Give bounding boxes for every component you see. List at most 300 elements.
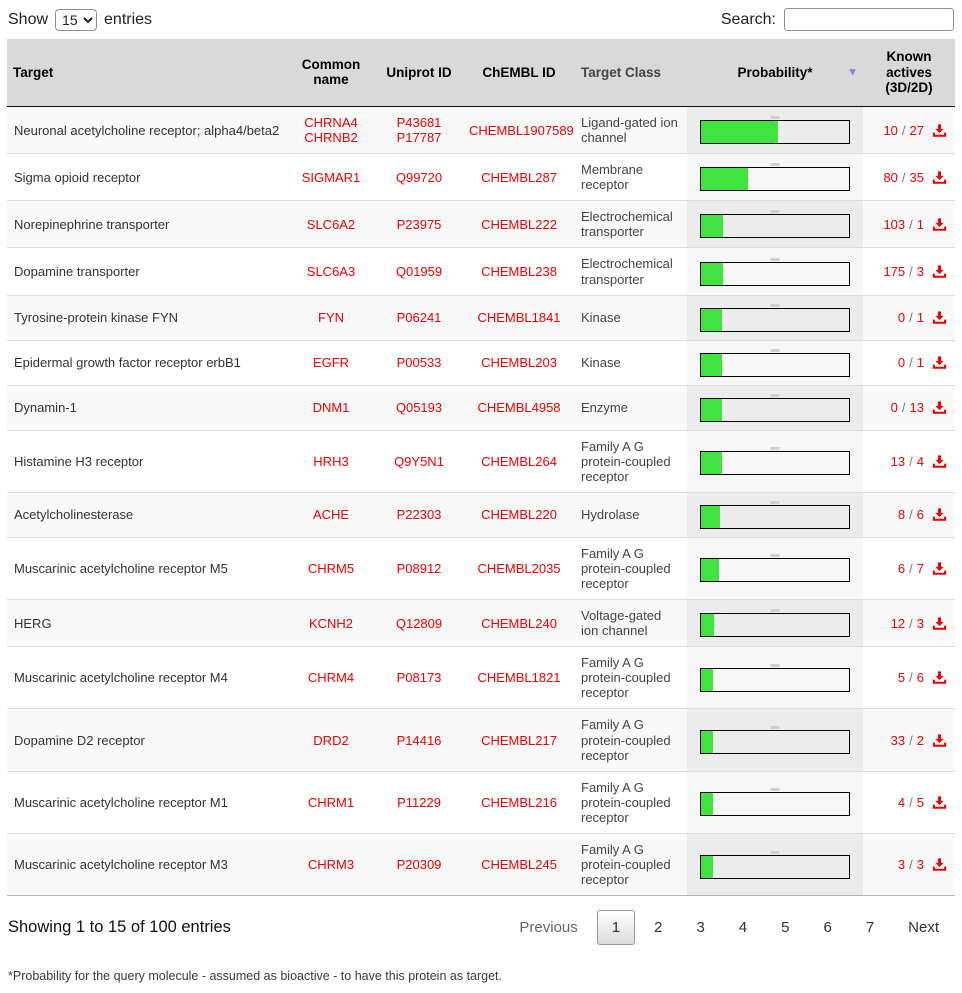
- probability-bar: [700, 353, 850, 377]
- probability-bar: [700, 613, 850, 637]
- known-actives-3d: 0: [897, 355, 906, 371]
- known-actives-3d: 103: [883, 216, 906, 232]
- column-header-chembl-id[interactable]: [463, 39, 575, 106]
- table-row: [7, 201, 955, 248]
- probability-cell: [687, 340, 863, 385]
- column-header-target[interactable]: [7, 39, 287, 106]
- known-actives-value: [869, 310, 949, 325]
- uniprot-id-cell: [375, 647, 463, 709]
- target-class-cell: Family A G protein-coupled receptor: [575, 771, 687, 833]
- chembl-link[interactable]: CHEMBL245: [481, 857, 557, 872]
- download-icon[interactable]: [932, 264, 947, 279]
- uniprot-link[interactable]: Q9Y5N1: [394, 453, 444, 469]
- common-name-link[interactable]: ACHE: [312, 507, 350, 523]
- probability-bar-fill: [701, 121, 778, 143]
- table-row: [7, 600, 955, 647]
- uniprot-id-cell: [375, 340, 463, 385]
- known-actives-2d: 27: [909, 122, 924, 138]
- known-actives-cell: [863, 340, 955, 385]
- chembl-id-cell: [463, 154, 575, 201]
- uniprot-id-cell: [375, 709, 463, 771]
- known-actives-3d: 80: [883, 169, 898, 185]
- probability-bar-track: [700, 451, 850, 475]
- uniprot-id-cell: [375, 537, 463, 599]
- chembl-id-cell: [463, 295, 575, 340]
- download-icon[interactable]: [932, 310, 947, 325]
- pagination: [500, 910, 954, 945]
- probability-bar-track: [700, 214, 850, 238]
- target-cell: Histamine H3 receptor: [7, 430, 287, 492]
- probability-bar: [700, 855, 850, 879]
- known-actives-2d: 35: [909, 169, 924, 185]
- uniprot-link[interactable]: P17787: [396, 130, 442, 146]
- known-actives-value: [869, 616, 949, 631]
- target-class-cell: Ligand-gated ion channel: [575, 106, 687, 153]
- table-row: [7, 833, 955, 895]
- chembl-id-cell: [463, 385, 575, 430]
- bar-midpoint-tick: [771, 554, 780, 557]
- target-class-cell: Family A G protein-coupled receptor: [575, 537, 687, 599]
- chembl-id-cell: [463, 248, 575, 295]
- chembl-id-cell: [463, 201, 575, 248]
- probability-bar-track: [700, 353, 850, 377]
- common-name-cell: [287, 537, 375, 599]
- download-icon[interactable]: [932, 355, 947, 370]
- probability-bar: [700, 262, 850, 286]
- download-icon[interactable]: [932, 217, 947, 232]
- target-class-cell: Electrochemical transporter: [575, 201, 687, 248]
- download-icon[interactable]: [932, 733, 947, 748]
- known-actives-separator: /: [909, 560, 913, 576]
- known-actives-separator: /: [901, 122, 906, 138]
- known-actives-value: [869, 264, 949, 279]
- probability-bar-track: [700, 262, 850, 286]
- known-actives-3d: 3: [897, 857, 906, 872]
- download-icon[interactable]: [932, 857, 947, 872]
- chembl-id-cell: [463, 537, 575, 599]
- target-class-cell: Hydrolase: [575, 492, 687, 537]
- common-name-link[interactable]: CHRNB2: [304, 130, 358, 146]
- known-actives-separator: /: [909, 857, 913, 872]
- known-actives-value: [869, 507, 949, 522]
- known-actives-2d: 6: [916, 670, 924, 686]
- chembl-id-cell: [463, 430, 575, 492]
- probability-bar-track: [700, 558, 850, 582]
- table-row: [7, 537, 955, 599]
- known-actives-value: [869, 400, 949, 415]
- table-row: [7, 385, 955, 430]
- known-actives-separator: /: [909, 732, 913, 748]
- table-row: [7, 492, 955, 537]
- probability-bar-fill: [701, 856, 713, 878]
- known-actives-separator: /: [901, 400, 906, 416]
- download-icon-glyph: [932, 310, 947, 325]
- uniprot-link[interactable]: P06241: [396, 310, 442, 326]
- common-name-link[interactable]: SLC6A2: [306, 216, 356, 232]
- probability-bar-fill: [701, 309, 722, 331]
- pagination-page-6[interactable]: 6: [823, 919, 832, 937]
- entries-label: entries: [104, 10, 153, 28]
- probability-bar-track: [700, 668, 850, 692]
- column-header-label: ChEMBL ID: [482, 64, 556, 80]
- common-name-link[interactable]: FYN: [318, 310, 344, 326]
- known-actives-3d: 175: [883, 263, 906, 279]
- probability-bar-track: [700, 613, 850, 637]
- chembl-link[interactable]: CHEMBL216: [481, 794, 557, 810]
- common-name-link[interactable]: DRD2: [313, 732, 349, 748]
- common-name-cell: [287, 154, 375, 201]
- probability-bar: [700, 505, 850, 529]
- common-name-cell: [287, 771, 375, 833]
- chembl-id-cell: [463, 600, 575, 647]
- known-actives-3d: 13: [890, 453, 906, 469]
- uniprot-link[interactable]: Q05193: [395, 400, 443, 416]
- column-header-common-name[interactable]: [287, 39, 375, 106]
- known-actives-cell: [863, 709, 955, 771]
- known-actives-value: [869, 670, 949, 685]
- known-actives-cell: [863, 295, 955, 340]
- known-actives-cell: [863, 430, 955, 492]
- common-name-link[interactable]: HRH3: [313, 453, 349, 469]
- pagination-next-button[interactable]: Next: [908, 919, 939, 937]
- known-actives-separator: /: [909, 670, 913, 686]
- uniprot-link[interactable]: Q01959: [395, 263, 443, 279]
- target-cell: Tyrosine-protein kinase FYN: [7, 295, 287, 340]
- known-actives-cell: [863, 771, 955, 833]
- chembl-link[interactable]: CHEMBL222: [481, 216, 557, 232]
- bar-midpoint-tick: [771, 163, 780, 166]
- target-class-cell: Family A G protein-coupled receptor: [575, 430, 687, 492]
- probability-cell: [687, 106, 863, 153]
- uniprot-link[interactable]: P22303: [396, 507, 442, 523]
- known-actives-cell: [863, 492, 955, 537]
- probability-bar-fill: [701, 669, 713, 691]
- uniprot-link[interactable]: Q12809: [395, 615, 443, 631]
- known-actives-3d: 33: [890, 732, 906, 748]
- download-icon[interactable]: [932, 170, 947, 185]
- search-label: Search:: [720, 10, 776, 28]
- download-icon[interactable]: [932, 561, 947, 576]
- table-row: [7, 647, 955, 709]
- download-icon-glyph: [932, 507, 947, 522]
- download-icon[interactable]: [932, 123, 947, 138]
- common-name-link[interactable]: KCNH2: [308, 615, 354, 631]
- common-name-cell: [287, 295, 375, 340]
- known-actives-2d: 3: [916, 857, 924, 872]
- known-actives-2d: 7: [916, 560, 924, 576]
- download-icon-glyph: [932, 857, 947, 872]
- target-cell: Muscarinic acetylcholine receptor M1: [7, 771, 287, 833]
- known-actives-2d: 6: [916, 507, 924, 523]
- chembl-id-cell: [463, 833, 575, 895]
- uniprot-id-cell: [375, 248, 463, 295]
- known-actives-3d: 4: [897, 794, 906, 810]
- known-actives-3d: 0: [897, 310, 906, 326]
- probability-bar-track: [700, 730, 850, 754]
- probability-bar-fill: [701, 452, 722, 474]
- chembl-id-cell: [463, 106, 575, 153]
- search-control: [721, 8, 954, 31]
- probability-cell: [687, 295, 863, 340]
- probability-bar-track: [700, 855, 850, 879]
- known-actives-3d: 0: [890, 400, 898, 416]
- target-cell: HERG: [7, 600, 287, 647]
- target-class-cell: Family A G protein-coupled receptor: [575, 709, 687, 771]
- uniprot-id-cell: [375, 771, 463, 833]
- chembl-link[interactable]: CHEMBL1907589: [469, 122, 574, 138]
- chembl-link[interactable]: CHEMBL2035: [477, 560, 561, 576]
- common-name-cell: [287, 340, 375, 385]
- chembl-id-cell: [463, 709, 575, 771]
- uniprot-link[interactable]: Q99720: [395, 169, 443, 185]
- known-actives-2d: 5: [916, 794, 924, 810]
- known-actives-separator: /: [909, 507, 913, 523]
- known-actives-cell: [863, 833, 955, 895]
- known-actives-separator: /: [909, 263, 913, 279]
- uniprot-id-cell: [375, 492, 463, 537]
- probability-footnote: *Probability for the query molecule - assumed as bioactive - to have this protein as target.: [8, 969, 503, 984]
- known-actives-2d: 4: [916, 453, 924, 469]
- target-cell: Dopamine D2 receptor: [7, 709, 287, 771]
- uniprot-id-cell: [375, 833, 463, 895]
- probability-bar: [700, 214, 850, 238]
- table-row: [7, 154, 955, 201]
- download-icon-glyph: [932, 217, 947, 232]
- common-name-link[interactable]: CHRM1: [307, 794, 355, 810]
- table-header: [7, 39, 955, 106]
- chembl-link[interactable]: CHEMBL1821: [477, 670, 561, 686]
- probability-bar: [700, 167, 850, 191]
- probability-bar: [700, 308, 850, 332]
- known-actives-cell: [863, 248, 955, 295]
- probability-bar-track: [700, 167, 850, 191]
- chembl-id-cell: [463, 647, 575, 709]
- chembl-id-cell: [463, 771, 575, 833]
- download-icon-glyph: [932, 616, 947, 631]
- column-header-label: Known actives (3D/2D): [885, 49, 933, 96]
- chembl-link[interactable]: CHEMBL238: [481, 263, 557, 279]
- uniprot-id-cell: [375, 295, 463, 340]
- target-cell: Sigma opioid receptor: [7, 154, 287, 201]
- download-icon[interactable]: [932, 616, 947, 631]
- common-name-cell: [287, 430, 375, 492]
- common-name-link[interactable]: CHRNA4: [304, 114, 358, 130]
- column-header-label: Target: [13, 64, 54, 80]
- table-row: [7, 106, 955, 153]
- common-name-link[interactable]: CHRM4: [307, 670, 355, 686]
- target-class-cell: Kinase: [575, 340, 687, 385]
- pagination-page-3[interactable]: 3: [696, 919, 705, 937]
- bar-midpoint-tick: [771, 851, 780, 854]
- known-actives-separator: /: [909, 453, 913, 469]
- showing-info: Showing 1 to 15 of 100 entries: [8, 918, 231, 937]
- target-cell: Dynamin-1: [7, 385, 287, 430]
- download-icon[interactable]: [932, 507, 947, 522]
- target-class-cell: Family A G protein-coupled receptor: [575, 647, 687, 709]
- column-header-target-class[interactable]: [575, 39, 687, 106]
- download-icon-glyph: [932, 355, 947, 370]
- download-icon[interactable]: [932, 454, 947, 469]
- probability-bar-track: [700, 120, 850, 144]
- table-row: [7, 771, 955, 833]
- known-actives-separator: /: [909, 355, 913, 371]
- target-cell: Norepinephrine transporter: [7, 201, 287, 248]
- known-actives-value: [869, 170, 949, 185]
- probability-bar: [700, 398, 850, 422]
- common-name-cell: [287, 709, 375, 771]
- download-icon-glyph: [932, 170, 947, 185]
- probability-cell: [687, 537, 863, 599]
- probability-cell: [687, 771, 863, 833]
- page-length-control: [8, 9, 152, 31]
- chembl-link[interactable]: CHEMBL1841: [477, 310, 561, 326]
- table-row: [7, 430, 955, 492]
- common-name-link[interactable]: CHRM5: [307, 560, 355, 576]
- known-actives-separator: /: [909, 794, 913, 810]
- known-actives-value: [869, 561, 949, 576]
- target-cell: Neuronal acetylcholine receptor; alpha4/beta2: [7, 106, 287, 153]
- bar-midpoint-tick: [771, 349, 780, 352]
- target-cell: Muscarinic acetylcholine receptor M3: [7, 833, 287, 895]
- download-icon[interactable]: [932, 400, 947, 415]
- probability-bar: [700, 792, 850, 816]
- target-cell: Acetylcholinesterase: [7, 492, 287, 537]
- chembl-link[interactable]: CHEMBL4958: [477, 400, 561, 416]
- table-body: [7, 106, 955, 895]
- known-actives-separator: /: [909, 310, 913, 326]
- pagination-page-1[interactable]: 1: [597, 910, 635, 945]
- chembl-link[interactable]: CHEMBL220: [481, 507, 557, 523]
- pagination-page-4[interactable]: 4: [738, 919, 748, 937]
- known-actives-cell: [863, 647, 955, 709]
- page-length-select[interactable]: [55, 9, 97, 31]
- chembl-link[interactable]: CHEMBL203: [481, 355, 557, 371]
- known-actives-value: [869, 795, 949, 810]
- sort-desc-icon: ▼: [847, 67, 858, 80]
- common-name-cell: [287, 833, 375, 895]
- uniprot-link[interactable]: P08912: [396, 560, 442, 576]
- pagination-page-5[interactable]: 5: [781, 919, 790, 937]
- known-actives-value: [869, 123, 949, 138]
- probability-bar-fill: [701, 399, 722, 421]
- probability-bar-fill: [701, 614, 714, 636]
- probability-bar-track: [700, 308, 850, 332]
- common-name-link[interactable]: SIGMAR1: [301, 169, 361, 185]
- known-actives-2d: 2: [916, 732, 924, 748]
- pagination-previous-button[interactable]: Previous: [519, 919, 578, 937]
- target-class-cell: Family A G protein-coupled receptor: [575, 833, 687, 895]
- bar-midpoint-tick: [771, 304, 780, 307]
- known-actives-cell: [863, 154, 955, 201]
- probability-bar-track: [700, 505, 850, 529]
- uniprot-id-cell: [375, 106, 463, 153]
- search-input[interactable]: [784, 8, 954, 31]
- probability-bar: [700, 451, 850, 475]
- uniprot-link[interactable]: P14416: [396, 732, 442, 748]
- known-actives-cell: [863, 600, 955, 647]
- bar-midpoint-tick: [771, 609, 780, 612]
- column-header-known-actives[interactable]: [863, 39, 955, 106]
- target-cell: Muscarinic acetylcholine receptor M4: [7, 647, 287, 709]
- common-name-cell: [287, 248, 375, 295]
- common-name-link[interactable]: SLC6A3: [306, 263, 356, 279]
- known-actives-value: [869, 217, 949, 232]
- uniprot-link[interactable]: P00533: [396, 355, 442, 371]
- uniprot-id-cell: [375, 201, 463, 248]
- table-footer: [7, 896, 955, 955]
- known-actives-3d: 6: [897, 560, 906, 576]
- common-name-link[interactable]: CHRM3: [307, 857, 355, 872]
- pagination-page-7[interactable]: 7: [865, 919, 875, 937]
- known-actives-2d: 3: [916, 263, 924, 279]
- target-class-cell: Enzyme: [575, 385, 687, 430]
- column-header-probability[interactable]: [687, 39, 863, 106]
- table-row: [7, 295, 955, 340]
- uniprot-link[interactable]: P43681: [396, 114, 442, 130]
- bar-midpoint-tick: [771, 726, 780, 729]
- probability-bar-track: [700, 398, 850, 422]
- chembl-link[interactable]: CHEMBL287: [481, 169, 557, 185]
- table-row: [7, 340, 955, 385]
- uniprot-link[interactable]: P08173: [396, 670, 442, 686]
- column-header-uniprot-id[interactable]: [375, 39, 463, 106]
- common-name-cell: [287, 201, 375, 248]
- uniprot-link[interactable]: P20309: [396, 857, 442, 872]
- bar-midpoint-tick: [771, 664, 780, 667]
- probability-bar-fill: [701, 263, 723, 285]
- download-icon-glyph: [932, 670, 947, 685]
- known-actives-cell: [863, 537, 955, 599]
- download-icon[interactable]: [932, 795, 947, 810]
- results-table: [7, 39, 955, 896]
- known-actives-value: [869, 733, 949, 748]
- probability-bar: [700, 668, 850, 692]
- known-actives-3d: 5: [897, 670, 906, 686]
- chembl-link[interactable]: CHEMBL217: [481, 732, 557, 748]
- download-icon[interactable]: [932, 670, 947, 685]
- target-cell: Muscarinic acetylcholine receptor M5: [7, 537, 287, 599]
- bar-midpoint-tick: [771, 788, 780, 791]
- bar-midpoint-tick: [771, 116, 780, 119]
- common-name-cell: [287, 492, 375, 537]
- probability-cell: [687, 709, 863, 771]
- pagination-page-2[interactable]: 2: [654, 919, 663, 937]
- known-actives-2d: 1: [916, 355, 924, 371]
- known-actives-value: [869, 857, 949, 872]
- bar-midpoint-tick: [771, 394, 780, 397]
- probability-bar: [700, 730, 850, 754]
- probability-cell: [687, 385, 863, 430]
- common-name-cell: [287, 647, 375, 709]
- probability-cell: [687, 600, 863, 647]
- uniprot-link[interactable]: P23975: [396, 216, 442, 232]
- common-name-link[interactable]: DNM1: [312, 400, 350, 416]
- known-actives-cell: [863, 201, 955, 248]
- target-class-cell: Electrochemical transporter: [575, 248, 687, 295]
- download-icon-glyph: [932, 454, 947, 469]
- common-name-link[interactable]: EGFR: [312, 355, 350, 371]
- download-icon-glyph: [932, 123, 947, 138]
- uniprot-link[interactable]: P11229: [397, 794, 441, 810]
- known-actives-2d: 1: [916, 216, 924, 232]
- probability-bar-fill: [701, 793, 713, 815]
- column-header-label: Common name: [301, 56, 361, 88]
- chembl-link[interactable]: CHEMBL264: [481, 453, 557, 469]
- known-actives-separator: /: [909, 615, 913, 631]
- chembl-link[interactable]: CHEMBL240: [481, 615, 557, 631]
- table-row: [7, 709, 955, 771]
- known-actives-cell: [863, 385, 955, 430]
